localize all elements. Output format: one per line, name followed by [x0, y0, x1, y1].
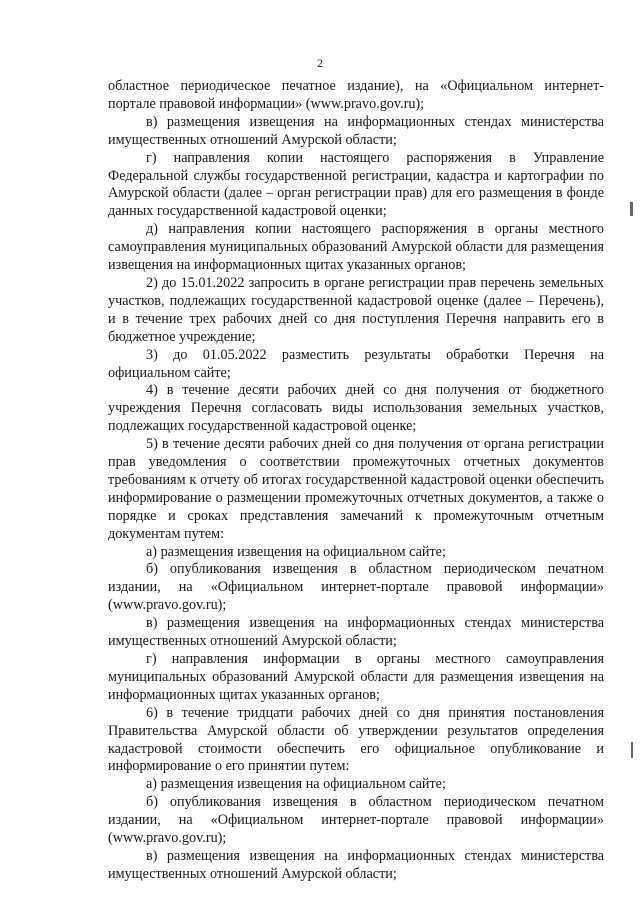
scan-artifact-mark: [631, 742, 633, 758]
paragraph-item-5b: б) опубликования извещения в областном периодическом печатном издании, на «Официальном интернет-портале правовой информации» (www.pravo.gov.ru);: [108, 561, 604, 614]
paragraph-item-v: в) размещения извещения на информационных стендах министерства имущественных отношений Амурской области;: [108, 113, 604, 148]
paragraph-continuation: областное периодическое печатное издание), на «Официальном интернет-портале правовой информации» (www.pravo.gov.ru);: [108, 78, 604, 112]
scan-artifact-mark: [630, 202, 633, 216]
paragraph-item-g: г) направления копии настоящего распоряжения в Управление Федеральной службы государственной регистрации, кадастра и картографии по Амурской области (далее – орган регистрации прав) для его размещения в фонде данных государственной кадастровой оценки;: [108, 149, 604, 220]
paragraph-item-5: 5) в течение десяти рабочих дней со дня получения от органа регистрации прав уведомления о соответствии промежуточных отчетных документов требованиям к отчету об итогах государственной кадастровой оценки обеспечить информирование о размещении промежуточных отчетных документов, а также о порядке и сроках представления замечаний к промежуточным отчетным документам путем:: [108, 436, 604, 542]
paragraph-item-6v: в) размещения извещения на информационных стендах министерства имущественных отношений Амурской области;: [108, 847, 604, 882]
paragraph-item-6a: а) размещения извещения на официальном сайте;: [146, 776, 446, 793]
paragraph-item-2: 2) до 15.01.2022 запросить в органе регистрации прав перечень земельных участков, подлежащих государственной кадастровой оценке (далее – Перечень), и в течение трех рабочих дней со дня поступления Перечня направить его в бюджетное учреждение;: [108, 274, 604, 345]
paragraph-item-4: 4) в течение десяти рабочих дней со дня получения от бюджетного учреждения Перечня согласовать виды использования земельных участков, подлежащих государственной кадастровой оценке;: [108, 382, 604, 435]
page-number: 2: [317, 56, 323, 70]
paragraph-item-6: 6) в течение тридцати рабочих дней со дня принятия постановления Правительства Амурской области об утверждении результатов определения кадастровой стоимости обеспечить его официальное опубликование и информирование о его принятии путем:: [108, 704, 604, 775]
paragraph-item-6b: б) опубликования извещения в областном периодическом печатном издании, на «Официальном интернет-портале правовой информации» (www.pravo.gov.ru);: [108, 794, 604, 847]
paragraph-item-d: д) направления копии настоящего распоряжения в органы местного самоуправления муниципальных образований Амурской области для размещения извещения на информационных щитах указанных органов;: [108, 221, 604, 274]
paragraph-item-5g: г) направления информации в органы местного самоуправления муниципальных образований Амурской области для размещения извещения на информационных щитах указанных органов;: [108, 651, 604, 703]
document-body: [108, 78, 604, 884]
paragraph-item-3: 3) до 01.05.2022 разместить результаты обработки Перечня на официальном сайте;: [108, 346, 604, 381]
paragraph-item-5v: в) размещения извещения на информационных стендах министерства имущественных отношений Амурской области;: [108, 615, 604, 650]
paragraph-item-5a: а) размещения извещения на официальном сайте;: [146, 543, 446, 560]
